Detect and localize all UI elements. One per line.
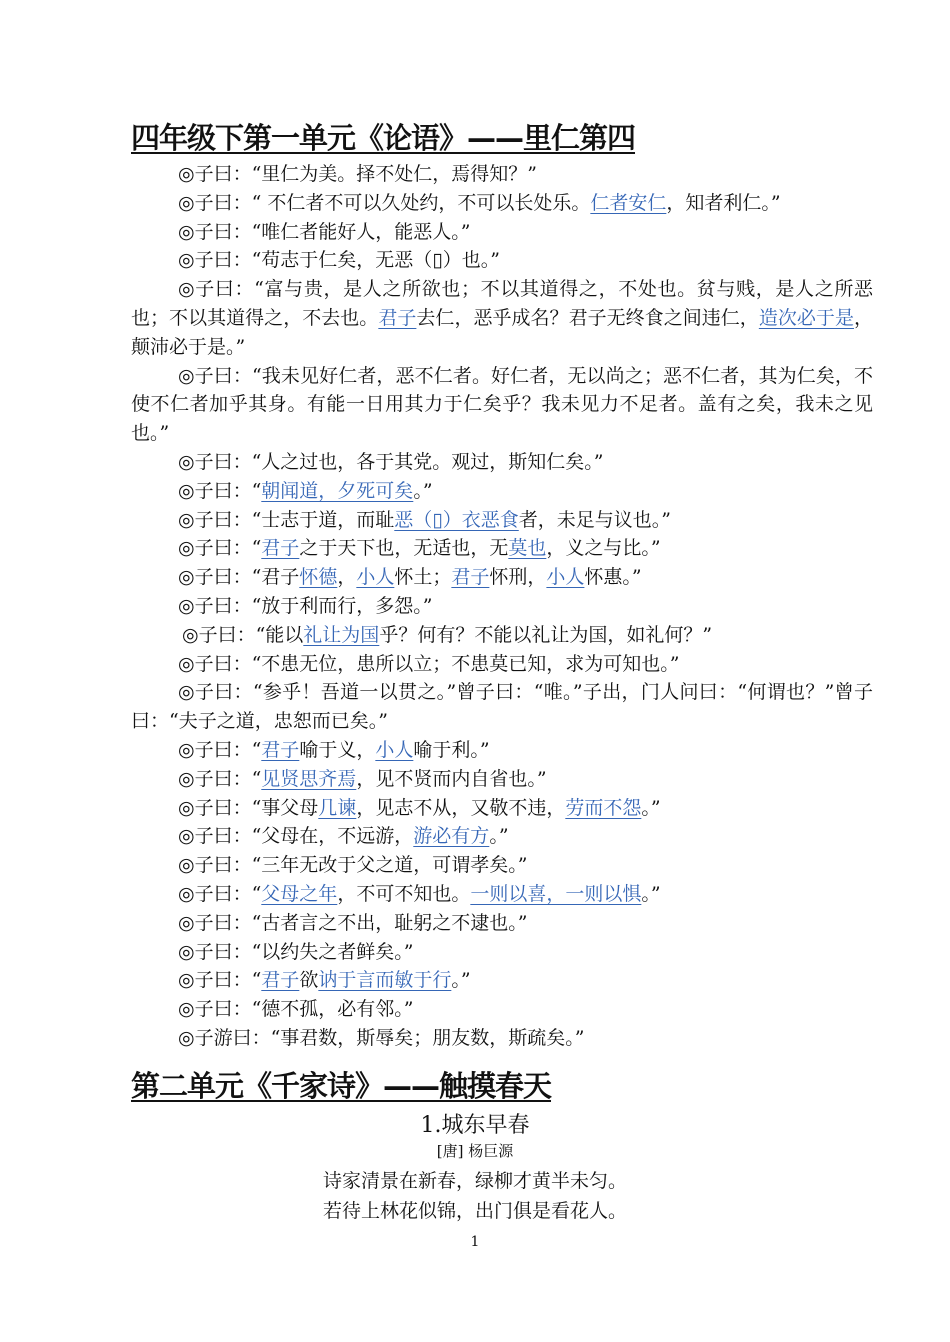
text-segment: 怀刑，: [489, 566, 547, 589]
text-segment: 。”: [641, 796, 661, 819]
text-segment: ◎子曰：“: [178, 767, 262, 790]
text-segment: 欲: [299, 969, 319, 992]
text-segment: ◎子曰：“: [178, 882, 262, 905]
page-number: 1: [470, 1234, 480, 1250]
text-segment: ，义之与比。”: [546, 537, 661, 560]
highlighted-phrase: 恶（▯）衣恶食: [394, 508, 519, 531]
text-segment: ◎子曰：“不患无位，患所以立；不患莫已知，求为可知也。”: [178, 652, 680, 675]
text-segment: 喻于义，: [299, 738, 376, 761]
highlighted-phrase: 造次必于是: [758, 306, 854, 329]
text-segment: ◎子曰：“ 不仁者不可以久处约，不可以长处乐。: [178, 191, 591, 214]
analects-paragraph: [131, 736, 873, 765]
text-segment: ◎子曰：“放于利而行，多怨。”: [178, 594, 433, 617]
text-segment: 。”: [489, 825, 509, 848]
highlighted-phrase: 君子: [378, 306, 417, 329]
analects-paragraph: [131, 592, 873, 621]
unit1-heading: 四年级下第一单元《论语》——里仁第四: [131, 121, 636, 155]
highlighted-phrase: 父母之年: [261, 882, 338, 905]
text-segment: ◎子曰：“士志于道，而耻: [178, 508, 395, 531]
highlighted-phrase: 劳而不怨: [565, 796, 642, 819]
lunyu-text-body: [131, 160, 873, 1053]
analects-paragraph: [131, 794, 873, 823]
highlighted-phrase: 礼让为国: [303, 623, 380, 646]
highlighted-phrase: 见贤思齐焉: [261, 767, 357, 790]
analects-paragraph: [131, 851, 873, 880]
analects-paragraph: [131, 362, 873, 448]
text-segment: ◎子曰：“以约失之者鲜矣。”: [178, 940, 414, 963]
highlighted-phrase: 讷于言而敏于行: [318, 969, 452, 992]
analects-paragraph: [131, 966, 873, 995]
text-segment: 。”: [641, 882, 661, 905]
text-segment: ◎子曰：“君子: [178, 566, 300, 589]
highlighted-phrase: 莫也: [508, 537, 547, 560]
text-segment: ◎子曰：“能以: [182, 623, 304, 646]
text-segment: ◎子曰：“: [178, 738, 262, 761]
text-segment: ，颠沛必于是。”: [131, 306, 873, 358]
text-segment: ，知者利仁。”: [666, 191, 781, 214]
highlighted-phrase: 君子: [261, 738, 300, 761]
text-segment: ◎子曰：“: [178, 969, 262, 992]
highlighted-phrase: 君子: [261, 969, 300, 992]
text-segment: ◎子曰：“参乎！吾道一以贯之。”曾子曰：“唯。”子出，门人问曰：“何谓也？”曾子曰：“夫子之道，忠恕而已矣。”: [131, 681, 873, 733]
analects-paragraph: [131, 189, 873, 218]
text-segment: ◎子曰：“苟志于仁矣，无恶（▯）也。”: [178, 249, 500, 272]
analects-paragraph: [131, 650, 873, 679]
analects-paragraph: [131, 938, 873, 967]
highlighted-phrase: 一则以喜，一则以惧: [470, 882, 642, 905]
text-segment: 怀土；: [394, 566, 452, 589]
text-segment: 者，未足与议也。”: [518, 508, 671, 531]
highlighted-phrase: 几谏: [318, 796, 357, 819]
analects-paragraph: [131, 534, 873, 563]
analects-paragraph: [131, 765, 873, 794]
text-segment: ◎子曰：“唯仁者能好人，能恶人。”: [178, 220, 471, 243]
text-segment: 喻于利。”: [413, 738, 490, 761]
highlighted-phrase: 小人: [375, 738, 414, 761]
analects-paragraph: [131, 477, 873, 506]
highlighted-phrase: 怀德: [299, 566, 338, 589]
analects-paragraph: [131, 246, 873, 275]
text-segment: 之于天下也，无适也，无: [299, 537, 509, 560]
text-segment: ◎子曰：“人之过也，各于其党。观过，斯知仁矣。”: [178, 450, 604, 473]
text-segment: ◎子曰：“三年无改于父之道，可谓孝矣。”: [178, 854, 528, 877]
analects-paragraph: [131, 218, 873, 247]
analects-paragraph: [131, 822, 873, 851]
highlighted-phrase: 小人: [546, 566, 585, 589]
analects-paragraph: [131, 160, 873, 189]
analects-paragraph: [131, 506, 873, 535]
analects-paragraph: [131, 995, 873, 1024]
highlighted-phrase: 君子: [451, 566, 490, 589]
poem-title: 1.城东早春: [420, 1113, 530, 1138]
analects-paragraph: [131, 563, 873, 592]
text-segment: ，见不贤而内自省也。”: [356, 767, 547, 790]
analects-paragraph: [131, 678, 873, 736]
highlighted-phrase: 小人: [356, 566, 395, 589]
highlighted-phrase: 君子: [261, 537, 300, 560]
text-segment: ◎子曰：“: [178, 479, 262, 502]
analects-paragraph: [131, 275, 873, 361]
text-segment: ◎子曰：“富与贵，是人之所欲也；不以其道得之，不处也。贫与贱，是人之所恶也；不以其道得之，不去也。: [131, 278, 873, 329]
unit2-heading: 第二单元《千家诗》——触摸春天: [131, 1069, 552, 1103]
text-segment: ◎子曰：“事父母: [178, 796, 319, 819]
text-segment: ，: [337, 566, 357, 589]
highlighted-phrase: 游必有方: [413, 825, 490, 848]
poem-line: 诗家清景在新春，绿柳才黄半未匀。: [322, 1170, 627, 1192]
highlighted-phrase: 朝闻道，夕死可矣: [261, 479, 414, 502]
analects-paragraph: [131, 909, 873, 938]
text-segment: ◎子游曰：“事君数，斯辱矣；朋友数，斯疏矣。”: [178, 1026, 585, 1049]
text-segment: ◎子曰：“里仁为美。择不处仁，焉得知？”: [178, 163, 538, 185]
analects-paragraph: [131, 1024, 873, 1053]
text-segment: ◎子曰：“我未见好仁者，恶不仁者。好仁者，无以尚之；恶不仁者，其为仁矣，不使不仁者加乎其身。有能一日用其力于仁矣乎？我未见力不足者。盖有之矣，我未之见也。”: [131, 364, 873, 445]
text-segment: ，不可不知也。: [337, 882, 471, 905]
text-segment: ，见志不从，又敬不违，: [356, 796, 566, 819]
poem-author: [唐] 杨巨源: [436, 1142, 514, 1160]
text-segment: 乎？何有？不能以礼让为国，如礼何？”: [379, 623, 713, 646]
text-segment: 。”: [451, 969, 471, 992]
text-segment: ◎子曰：“古者言之不出，耻躬之不逮也。”: [178, 911, 528, 934]
analects-paragraph: [131, 621, 873, 650]
text-segment: ◎子曰：“父母在，不远游，: [178, 825, 414, 848]
text-segment: 。”: [413, 479, 433, 502]
analects-paragraph: [131, 880, 873, 909]
poem-line: 若待上林花似锦，出门俱是看花人。: [322, 1200, 627, 1222]
text-segment: 去仁，恶乎成名？君子无终食之间违仁，: [416, 306, 759, 329]
analects-paragraph: [131, 448, 873, 477]
text-segment: 怀惠。”: [584, 566, 642, 589]
text-segment: ◎子曰：“: [178, 537, 262, 560]
highlighted-phrase: 仁者安仁: [590, 191, 667, 214]
text-segment: ◎子曰：“德不孤，必有邻。”: [178, 998, 414, 1021]
